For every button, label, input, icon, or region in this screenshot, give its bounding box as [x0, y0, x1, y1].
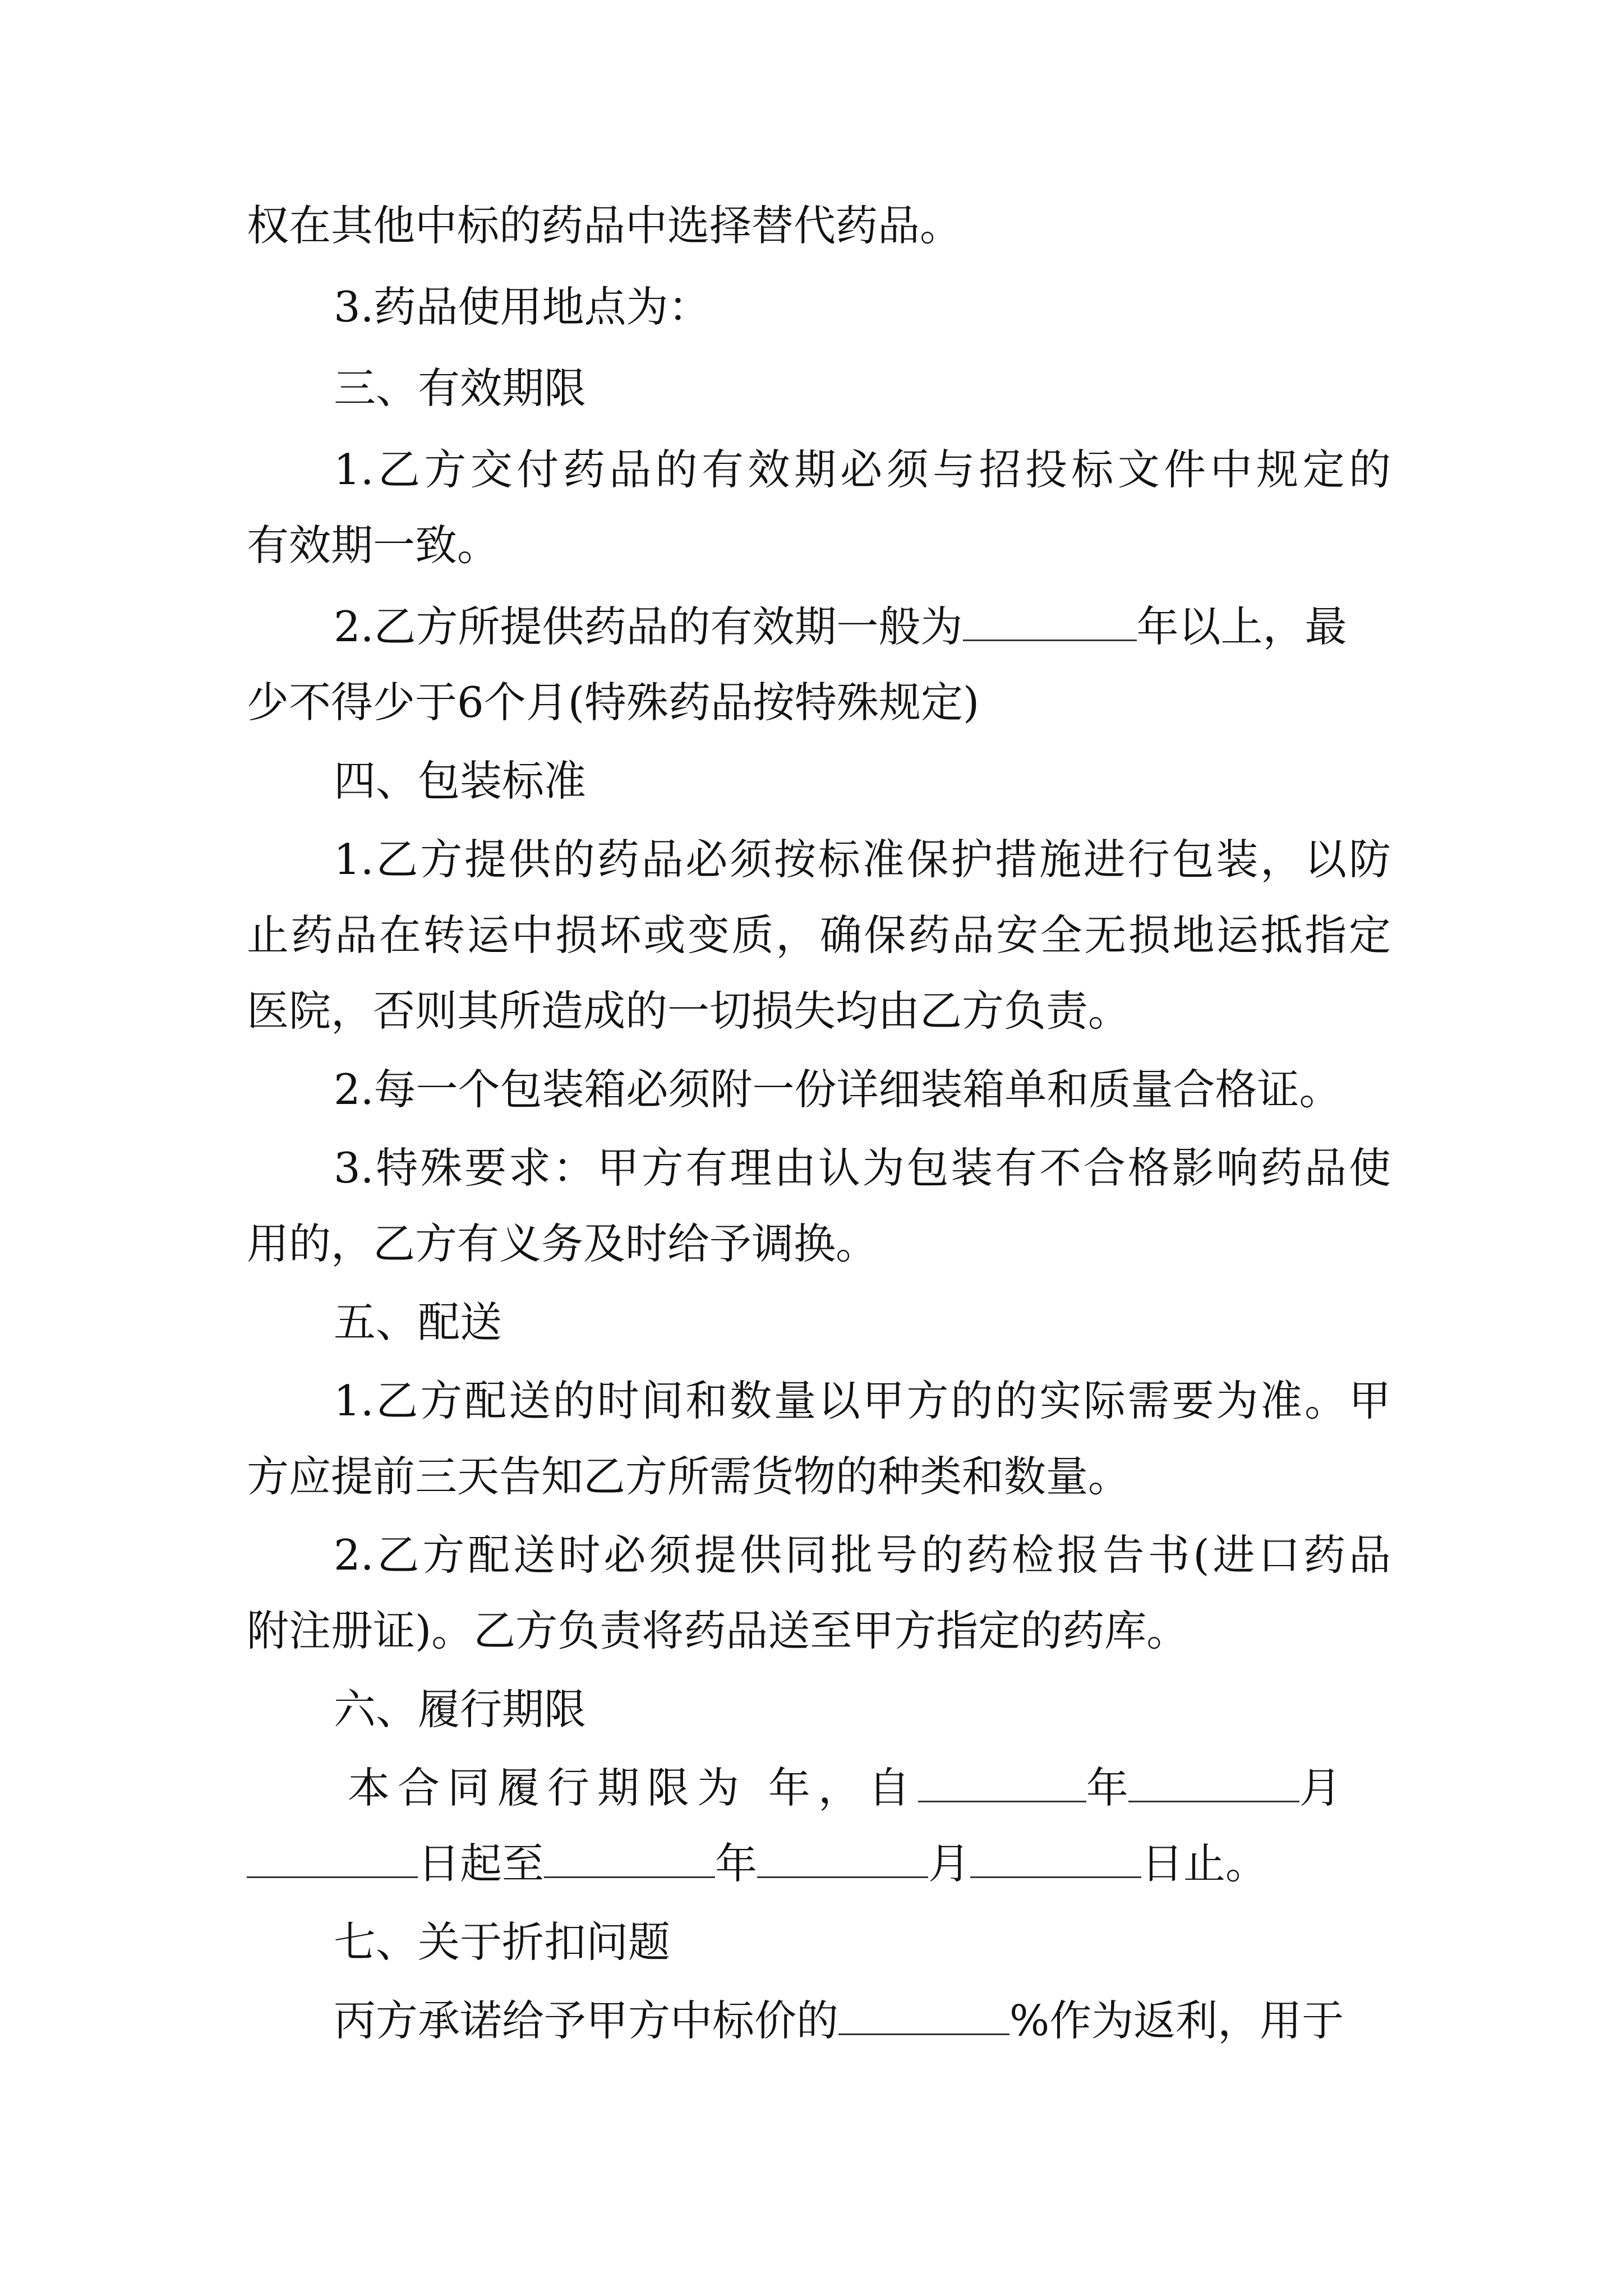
fill-in-blank: [918, 1761, 1086, 1802]
section-heading: 五、配送: [334, 1297, 502, 1347]
term-clause-line: [348, 1760, 1391, 1816]
clause-line: 3.特殊要求：甲方有理由认为包装有不合格影响药品使: [334, 1143, 1391, 1193]
text-segment: 月: [928, 1839, 971, 1888]
validity-clause-line: [334, 599, 1391, 655]
text-segment: 月: [1299, 1763, 1341, 1812]
text-segment: 丙方承诺给予甲方中标价的: [334, 1996, 839, 2045]
paragraph-line: 止药品在转运中损坏或变质，确保药品安全无损地运抵指定: [247, 910, 1391, 960]
fill-in-blank: [1128, 1761, 1299, 1802]
paragraph-line: 权在其他中标的药品中选择替代药品。: [247, 201, 962, 250]
clause-line: 2.乙方配送时必须提供同批号的药检报告书(进口药品: [334, 1530, 1391, 1580]
fill-in-blank: [970, 1837, 1141, 1878]
clause-line: 2.每一个包装箱必须附一份详细装箱单和质量合格证。: [334, 1065, 1341, 1114]
section-heading: 四、包装标准: [334, 756, 587, 806]
paragraph-line: 少不得少于6个月(特殊药品按特殊规定): [247, 678, 980, 727]
paragraph-line: 有效期一致。: [247, 521, 500, 570]
text-segment: %作为返利，用于: [1009, 1996, 1344, 2045]
fill-in-blank: [247, 1837, 418, 1878]
text-segment: 日起至: [418, 1839, 545, 1888]
discount-clause-line: [334, 1993, 1391, 2049]
text-segment: 年: [715, 1839, 758, 1888]
paragraph-line: 用的，乙方有义务及时给予调换。: [247, 1219, 878, 1268]
clause-line: 1.乙方提供的药品必须按标准保护措施进行包装，以防: [334, 835, 1391, 884]
fill-in-blank: [757, 1837, 928, 1878]
text-segment: 日止。: [1141, 1839, 1268, 1888]
fill-in-blank: [838, 1994, 1009, 2035]
clause-line: 1.乙方交付药品的有效期必须与招投标文件中规定的: [334, 445, 1391, 494]
clause-line: 1.乙方配送的时间和数量以甲方的的实际需要为准。甲: [334, 1376, 1391, 1425]
text-segment: 年以上，最: [1136, 602, 1347, 651]
section-heading: 七、关于折扣问题: [334, 1917, 671, 1967]
fill-in-blank: [544, 1837, 715, 1878]
section-heading: 三、有效期限: [334, 364, 587, 413]
text-segment: 2.乙方所提供药品的有效期一般为: [334, 602, 963, 651]
text-segment: 年: [1086, 1763, 1128, 1812]
fill-in-blank: [963, 600, 1137, 641]
clause-line: 3.药品使用地点为：: [334, 282, 711, 332]
paragraph-line: 附注册证)。乙方负责将药品送至甲方指定的药库。: [247, 1606, 1189, 1655]
term-clause-line: [247, 1835, 1391, 1892]
text-segment: 本合同履行期限为 年，自: [348, 1763, 918, 1812]
paragraph-line: 医院，否则其所造成的一切损失均由乙方负责。: [247, 986, 1131, 1036]
section-heading: 六、履行期限: [334, 1685, 587, 1734]
paragraph-line: 方应提前三天告知乙方所需货物的种类和数量。: [247, 1452, 1131, 1501]
